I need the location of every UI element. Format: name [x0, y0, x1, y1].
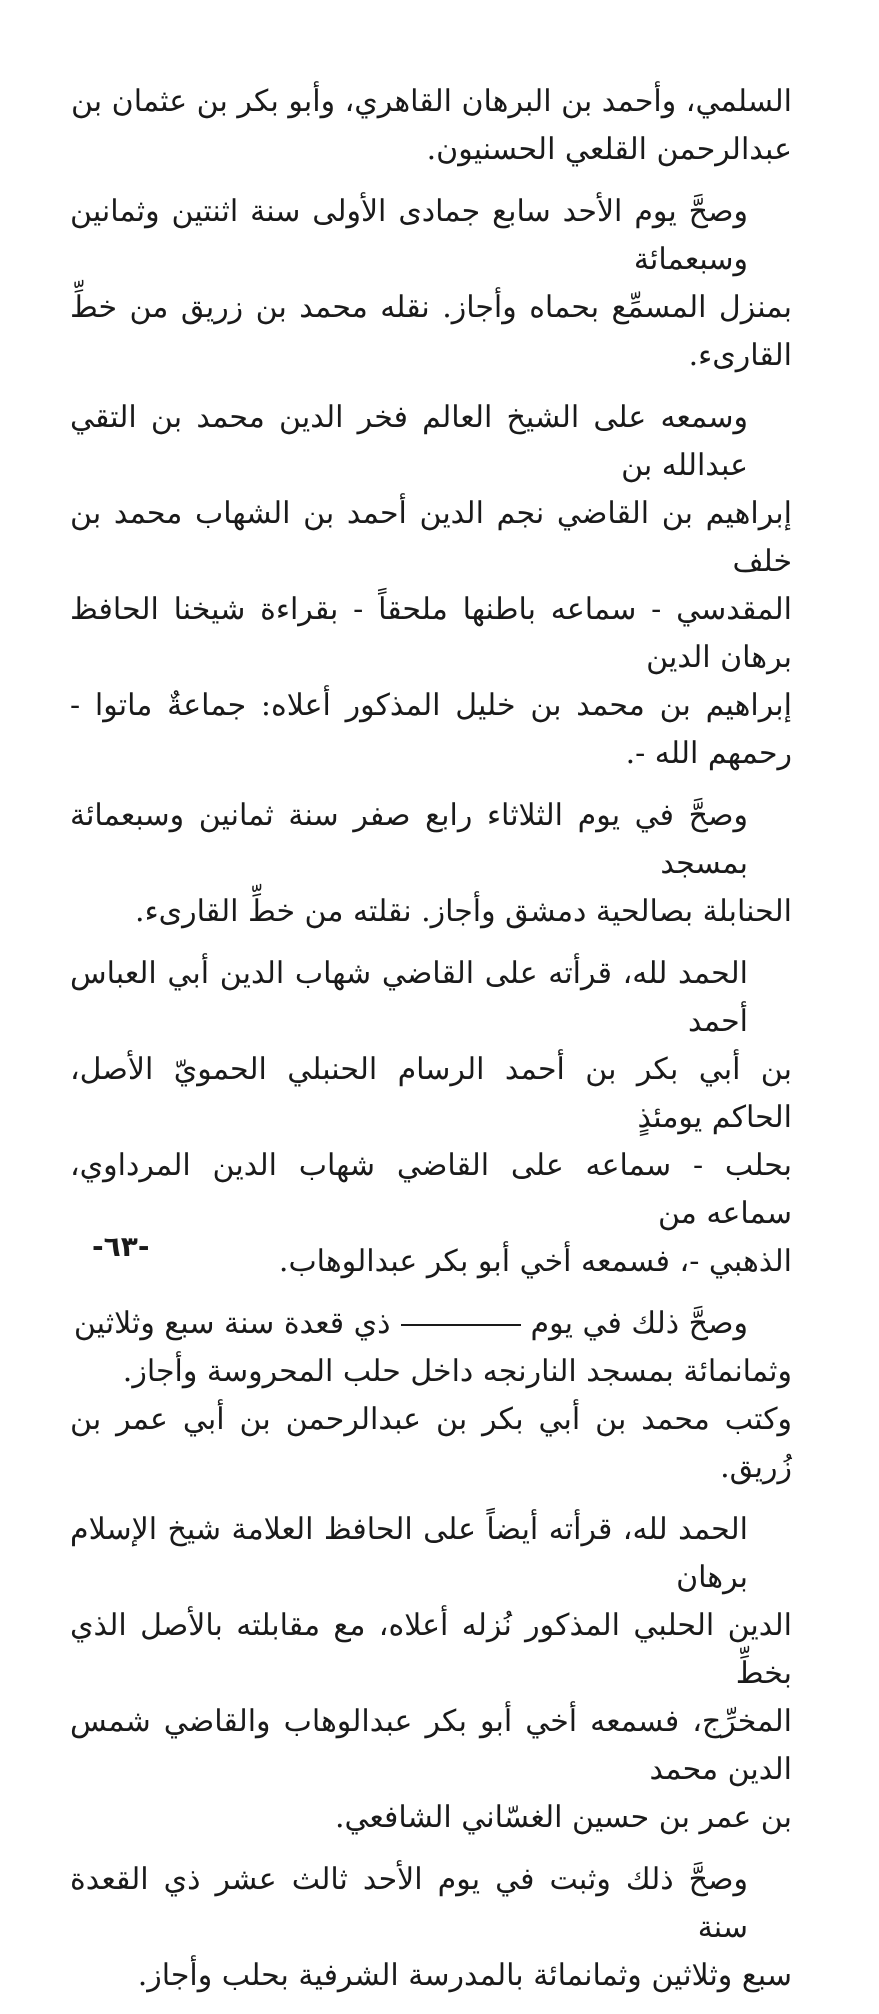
text-line: وصحَّ في يوم الثلاثاء رابع صفر سنة ثمانين وسبعمائة بمسجد	[70, 798, 748, 881]
paragraph-8	[70, 1856, 792, 2000]
text-line: المخرِّج، فسمعه أخي أبو بكر عبدالوهاب والقاضي شمس الدين محمد	[70, 1704, 792, 1787]
text-line: بن أبي بكر بن أحمد الرسام الحنبلي الحمويّ الأصل، الحاكم يومئذٍ	[70, 1052, 792, 1135]
text-line: المقدسي - سماعه باطنها ملحقاً - بقراءة شيخنا الحافظ برهان الدين	[70, 592, 792, 675]
text-line: إبراهيم بن القاضي نجم الدين أحمد بن الشهاب محمد بن خلف	[70, 496, 792, 579]
paragraph-6	[70, 1300, 792, 1492]
text-line: إبراهيم بن محمد بن خليل المذكور أعلاه: جماعةٌ ماتوا - رحمهم الله -.	[70, 688, 792, 771]
paragraph-7	[70, 1506, 792, 1842]
text-line: السلمي، وأحمد بن البرهان القاهري، وأبو بكر بن عثمان بن	[70, 84, 792, 119]
text-line: الحنابلة بصالحية دمشق وأجاز. نقلته من خطِّ القارىء.	[135, 894, 792, 929]
text-line: الحمد لله، قرأته على القاضي شهاب الدين أبي العباس أحمد	[70, 956, 748, 1039]
text-line: الذهبي -، فسمعه أخي أبو بكر عبدالوهاب.	[278, 1244, 792, 1279]
text-line: وكتب محمد بن أبي بكر بن عبدالرحمن بن أبي عمر بن زُريق.	[70, 1402, 792, 1485]
paragraph-4	[70, 792, 792, 936]
text-line: عبدالرحمن القلعي الحسنيون.	[426, 132, 792, 167]
text-line: بن عمر بن حسين الغسّاني الشافعي.	[335, 1800, 792, 1835]
text-line: الحمد لله، قرأته أيضاً على الحافظ العلامة شيخ الإسلام برهان	[70, 1512, 748, 1595]
paragraph-5	[70, 950, 792, 1286]
paragraph-2	[70, 188, 792, 380]
text-segment: ذي قعدة سنة سبع وثلاثين	[73, 1306, 391, 1341]
text-line: وسمعه على الشيخ العالم فخر الدين محمد بن التقي عبدالله بن	[70, 400, 748, 483]
paragraph-1	[70, 78, 792, 174]
page-number: -٦٣-	[92, 1230, 150, 1263]
paragraph-3	[70, 394, 792, 778]
text-line: سبع وثلاثين وثمانمائة بالمدرسة الشرفية بحلب وأجاز.	[137, 1958, 792, 1993]
text-line: وصحَّ يوم الأحد سابع جمادى الأولى سنة اثنتين وثمانين وسبعمائة	[70, 194, 748, 277]
text-line: بحلب - سماعه على القاضي شهاب الدين المرداوي، سماعه من	[70, 1148, 792, 1231]
text-line-with-blank	[70, 1300, 792, 1348]
text-line: بمنزل المسمِّع بحماه وأجاز. نقله محمد بن زريق من خطِّ القارىء.	[70, 290, 792, 373]
text-line: وثمانمائة بمسجد النارنجه داخل حلب المحروسة وأجاز.	[122, 1354, 792, 1389]
text-segment: وصحَّ ذلك في يوم	[530, 1306, 748, 1341]
text-line: الدين الحلبي المذكور نُزله أعلاه، مع مقابلته بالأصل الذي بخطِّ	[70, 1608, 792, 1691]
page-body	[70, 78, 792, 2014]
blank-line	[401, 1324, 521, 1326]
text-line: وصحَّ ذلك وثبت في يوم الأحد ثالث عشر ذي القعدة سنة	[70, 1862, 748, 1945]
